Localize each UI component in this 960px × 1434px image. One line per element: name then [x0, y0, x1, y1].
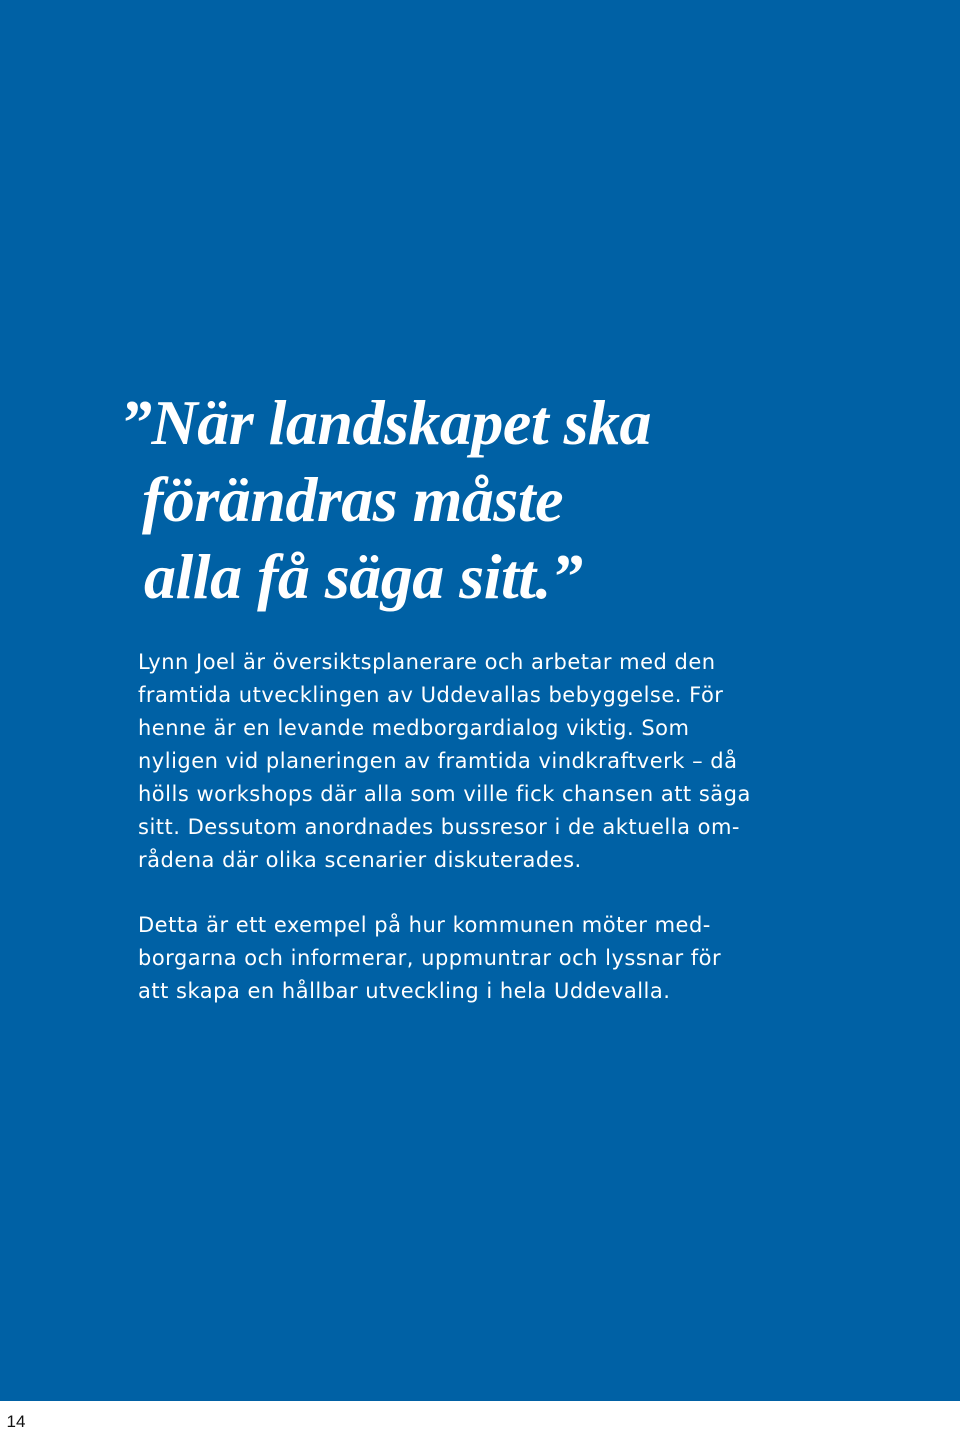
text-line: henne är en levande medborgardialog viktig. Som	[138, 716, 690, 740]
text-line: hölls workshops där alla som ville fick chansen att säga	[138, 782, 751, 806]
text-line: sitt. Dessutom anordnades bussresor i de aktuella om-	[138, 815, 740, 839]
quote-line: ”När landskapet ska	[120, 387, 651, 458]
quote-line: alla få säga sitt.”	[144, 541, 583, 612]
text-line: nyligen vid planeringen av framtida vindkraftverk – då	[138, 749, 738, 773]
text-line: Detta är ett exempel på hur kommunen möter med-	[138, 913, 711, 937]
pull-quote	[120, 384, 840, 615]
text-line: borgarna och informerar, uppmuntrar och lyssnar för	[138, 946, 722, 970]
text-line: framtida utvecklingen av Uddevallas bebyggelse. För	[138, 683, 724, 707]
quote-line: förändras måste	[142, 464, 563, 535]
page-number: 14	[6, 1412, 26, 1431]
body-paragraph-conclusion	[138, 909, 838, 1008]
body-paragraph-intro	[138, 646, 838, 877]
text-line: Lynn Joel är översiktsplanerare och arbetar med den	[138, 650, 716, 674]
text-line: att skapa en hållbar utveckling i hela Uddevalla.	[138, 979, 671, 1003]
text-line: rådena där olika scenarier diskuterades.	[138, 848, 582, 872]
